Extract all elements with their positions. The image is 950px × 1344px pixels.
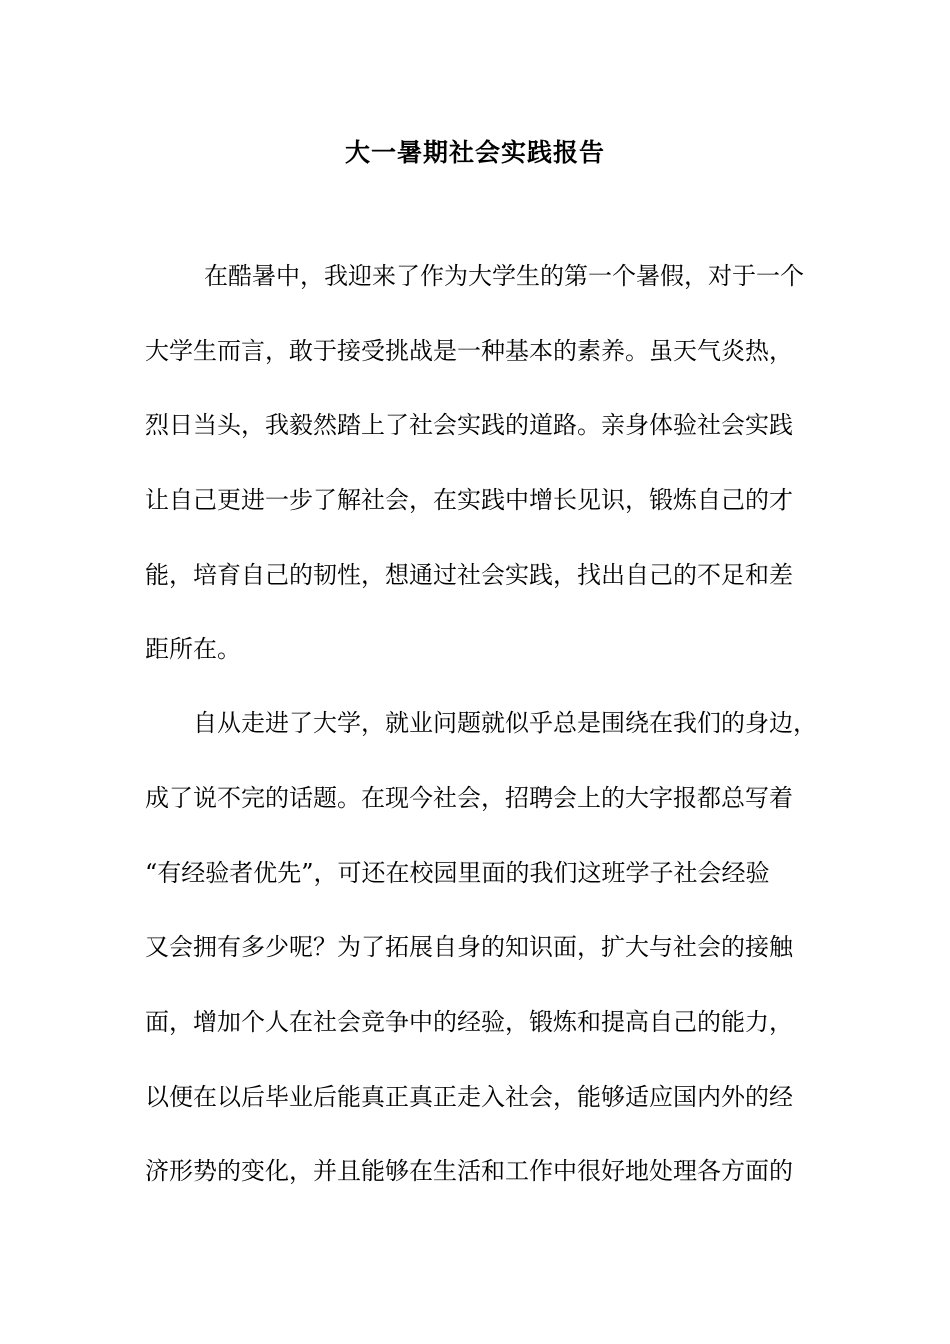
paragraph-line: 成了说不完的话题。在现今社会，招聘会上的大字报都总写着 xyxy=(145,784,793,812)
paragraph-line: 济形势的变化，并且能够在生活和工作中很好地处理各方面的 xyxy=(145,1157,793,1185)
paragraph-line: 烈日当头，我毅然踏上了社会实践的道路。亲身体验社会实践 xyxy=(145,411,793,439)
paragraph-line: 让自己更进一步了解社会，在实践中增长见识，锻炼自己的才 xyxy=(145,486,793,514)
page-title: 大一暑期社会实践报告 xyxy=(344,138,605,167)
paragraph-line: 面，增加个人在社会竞争中的经验，锻炼和提高自己的能力， xyxy=(145,1008,793,1036)
paragraph-line: 能，培育自己的韧性，想通过社会实践，找出自己的不足和差 xyxy=(145,561,793,589)
paragraph-line: 距所在。 xyxy=(145,635,241,663)
paragraph-line: 在酷暑中，我迎来了作为大学生的第一个暑假，对于一个 xyxy=(204,262,804,290)
paragraph-line: 又会拥有多少呢？为了拓展自身的知识面，扩大与社会的接触 xyxy=(145,933,793,961)
paragraph-line: 以便在以后毕业后能真正真正走入社会，能够适应国内外的经 xyxy=(145,1083,793,1111)
paragraph-line: 大学生而言，敢于接受挑战是一种基本的素养。虽天气炎热， xyxy=(145,337,793,365)
paragraph-line: “有经验者优先”，可还在校园里面的我们这班学子社会经验 xyxy=(145,859,770,887)
paragraph-line: 自从走进了大学，就业问题就似乎总是围绕在我们的身边， xyxy=(193,709,817,737)
